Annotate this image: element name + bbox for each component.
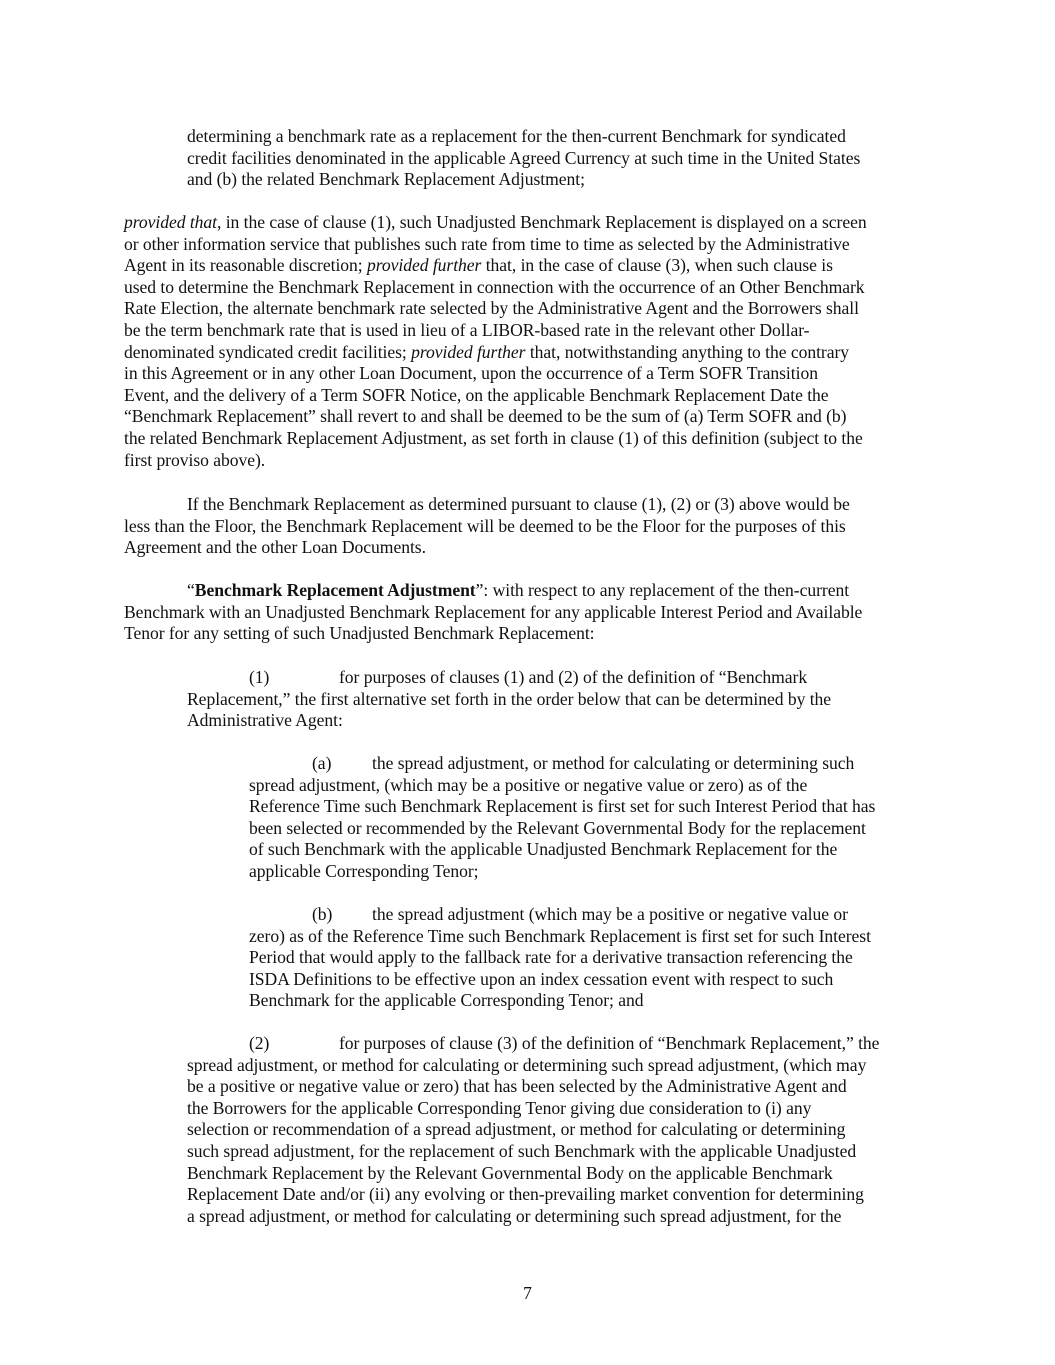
- text-run: be the term benchmark rate that is used in lieu of a LIBOR-based rate in the relevant other Dollar-: [124, 320, 810, 340]
- text-line: [124, 341, 849, 363]
- text-line: [187, 1075, 847, 1097]
- text-line: [249, 946, 853, 968]
- text-run: If the Benchmark Replacement as determined pursuant to clause (1), (2) or (3) above would be: [187, 494, 850, 514]
- text-line: [187, 1054, 866, 1076]
- text-run: Replacement Date and/or (ii) any evolving or then-prevailing market convention for determining: [187, 1184, 864, 1205]
- text-run: been selected or recommended by the Relevant Governmental Body for the replacement: [249, 817, 866, 838]
- text-line: [187, 1140, 856, 1162]
- text-run: that, in the case of clause (3), when such clause is: [481, 255, 833, 276]
- italic-text: provided further: [411, 341, 526, 362]
- text-line: [249, 795, 875, 817]
- text-line: [124, 427, 863, 449]
- text-run: less than the Floor, the Benchmark Replacement will be deemed to be the Floor for the purposes of this: [124, 515, 846, 536]
- text-line: [339, 1032, 879, 1054]
- text-line: [187, 1205, 841, 1227]
- text-line: [124, 536, 426, 558]
- text-line: [124, 449, 265, 471]
- text-line: [249, 989, 643, 1011]
- italic-text: provided further: [366, 255, 482, 276]
- text-run: for purposes of clause (3) of the definition of “Benchmark Replacement,” the: [339, 1033, 880, 1053]
- text-run: Tenor for any setting of such Unadjusted Benchmark Replacement:: [124, 623, 595, 644]
- text-line: [187, 1097, 811, 1119]
- clause-label: (2): [249, 1033, 270, 1053]
- text-run: , in the case of clause (1), such Unadjusted Benchmark Replacement is displayed on a screen: [217, 212, 867, 232]
- text-run: “Benchmark Replacement” shall revert to and shall be deemed to be the sum of (a) Term SOFR and (b): [124, 406, 847, 427]
- text-run: first proviso above).: [124, 449, 266, 470]
- text-line: [187, 1183, 864, 1205]
- text-line: [124, 384, 829, 406]
- text-line: [187, 147, 860, 169]
- text-run: Benchmark with an Unadjusted Benchmark Replacement for any applicable Interest Period and Available: [124, 601, 863, 622]
- text-line: [124, 319, 810, 341]
- text-line: [249, 925, 871, 947]
- text-run: Rate Election, the alternate benchmark rate selected by the Administrative Agent and the Borrowers shall: [124, 298, 859, 319]
- text-run: such spread adjustment, for the replacement of such Benchmark with the applicable Unadjusted: [187, 1141, 857, 1161]
- text-line: [124, 276, 865, 298]
- text-line: [124, 211, 867, 233]
- defined-term: Benchmark Replacement Adjustment: [194, 580, 476, 600]
- text-line: [124, 362, 818, 384]
- text-line: [249, 774, 807, 796]
- text-run: the spread adjustment, or method for calculating or determining such: [372, 753, 855, 773]
- text-run: or other information service that publishes such rate from time to time as selected by the Administrative: [124, 233, 850, 254]
- text-run: denominated syndicated credit facilities;: [124, 341, 412, 362]
- text-run: be a positive or negative value or zero) that has been selected by the Administrative Agent and: [187, 1076, 847, 1097]
- text-run: Event, and the delivery of a Term SOFR Notice, on the applicable Benchmark Replacement Date the: [124, 384, 829, 405]
- text-run: selection or recommendation of a spread adjustment, or method for calculating or determining: [187, 1119, 846, 1140]
- text-run: determining a benchmark rate as a replacement for the then-current Benchmark for syndicated: [187, 126, 846, 146]
- text-run: Replacement,” the first alternative set forth in the order below that can be determined by the: [187, 688, 832, 709]
- text-line: [372, 903, 848, 925]
- text-line: [249, 838, 837, 860]
- text-run: Administrative Agent:: [187, 710, 343, 731]
- text-line: [187, 168, 585, 190]
- text-run: spread adjustment, or method for calculating or determining such spread adjustment, (which may: [187, 1054, 867, 1075]
- text-line: [187, 688, 831, 710]
- clause-label: (b): [312, 904, 333, 924]
- text-run: a spread adjustment, or method for calculating or determining such spread adjustment, for the: [187, 1205, 842, 1226]
- text-line: [124, 233, 850, 255]
- text-line: [124, 405, 846, 427]
- text-line: [187, 125, 846, 147]
- text-run: Benchmark for the applicable Corresponding Tenor; and: [249, 990, 644, 1011]
- text-line: [372, 752, 854, 774]
- text-run: credit facilities denominated in the applicable Agreed Currency at such time in the United States: [187, 147, 861, 168]
- text-run: in this Agreement or in any other Loan Document, upon the occurrence of a Term SOFR Transition: [124, 363, 818, 384]
- text-run: ISDA Definitions to be effective upon an index cessation event with respect to such: [249, 968, 834, 989]
- text-line: [124, 515, 846, 537]
- text-run: for purposes of clauses (1) and (2) of the definition of “Benchmark: [339, 667, 808, 687]
- text-run: zero) as of the Reference Time such Benchmark Replacement is first set for such Interest: [249, 925, 871, 946]
- text-line: [187, 493, 850, 515]
- text-run: Benchmark Replacement by the Relevant Governmental Body on the applicable Benchmark: [187, 1162, 833, 1183]
- text-line: [124, 297, 859, 319]
- text-line: [187, 579, 849, 601]
- text-line: [249, 817, 866, 839]
- page-number: 7: [523, 1283, 532, 1303]
- clause-label: (a): [312, 753, 332, 773]
- text-line: [339, 666, 807, 688]
- clause-label: (1): [249, 667, 270, 687]
- text-run: of such Benchmark with the applicable Unadjusted Benchmark Replacement for the: [249, 839, 838, 860]
- text-run: applicable Corresponding Tenor;: [249, 861, 479, 881]
- text-line: [187, 709, 343, 731]
- text-run: “: [187, 580, 195, 600]
- text-run: Agent in its reasonable discretion;: [124, 255, 367, 276]
- text-line: [187, 1118, 845, 1140]
- text-run: Reference Time such Benchmark Replacement is first set for such Interest Period that has: [249, 796, 876, 817]
- text-run: the spread adjustment (which may be a positive or negative value or: [372, 904, 848, 924]
- text-run: the related Benchmark Replacement Adjustment, as set forth in clause (1) of this definition (subject to the: [124, 428, 863, 448]
- text-run: used to determine the Benchmark Replacement in connection with the occurrence of an Other Benchmark: [124, 276, 865, 297]
- text-run: the Borrowers for the applicable Corresponding Tenor giving due consideration to (i) any: [187, 1097, 812, 1118]
- text-run: ”: with respect to any replacement of the then-current: [475, 580, 850, 600]
- text-line: [249, 968, 833, 990]
- text-line: [124, 254, 833, 276]
- text-line: [249, 860, 478, 882]
- text-line: [187, 1162, 833, 1184]
- text-line: [124, 622, 595, 644]
- text-run: Agreement and the other Loan Documents.: [124, 537, 426, 558]
- italic-text: provided that: [124, 212, 218, 232]
- text-run: spread adjustment, (which may be a positive or negative value or zero) as of the: [249, 774, 808, 795]
- text-run: and (b) the related Benchmark Replacement Adjustment;: [187, 169, 585, 190]
- text-run: that, notwithstanding anything to the contrary: [525, 341, 850, 362]
- text-line: [124, 601, 862, 623]
- text-run: Period that would apply to the fallback rate for a derivative transaction referencing the: [249, 947, 853, 968]
